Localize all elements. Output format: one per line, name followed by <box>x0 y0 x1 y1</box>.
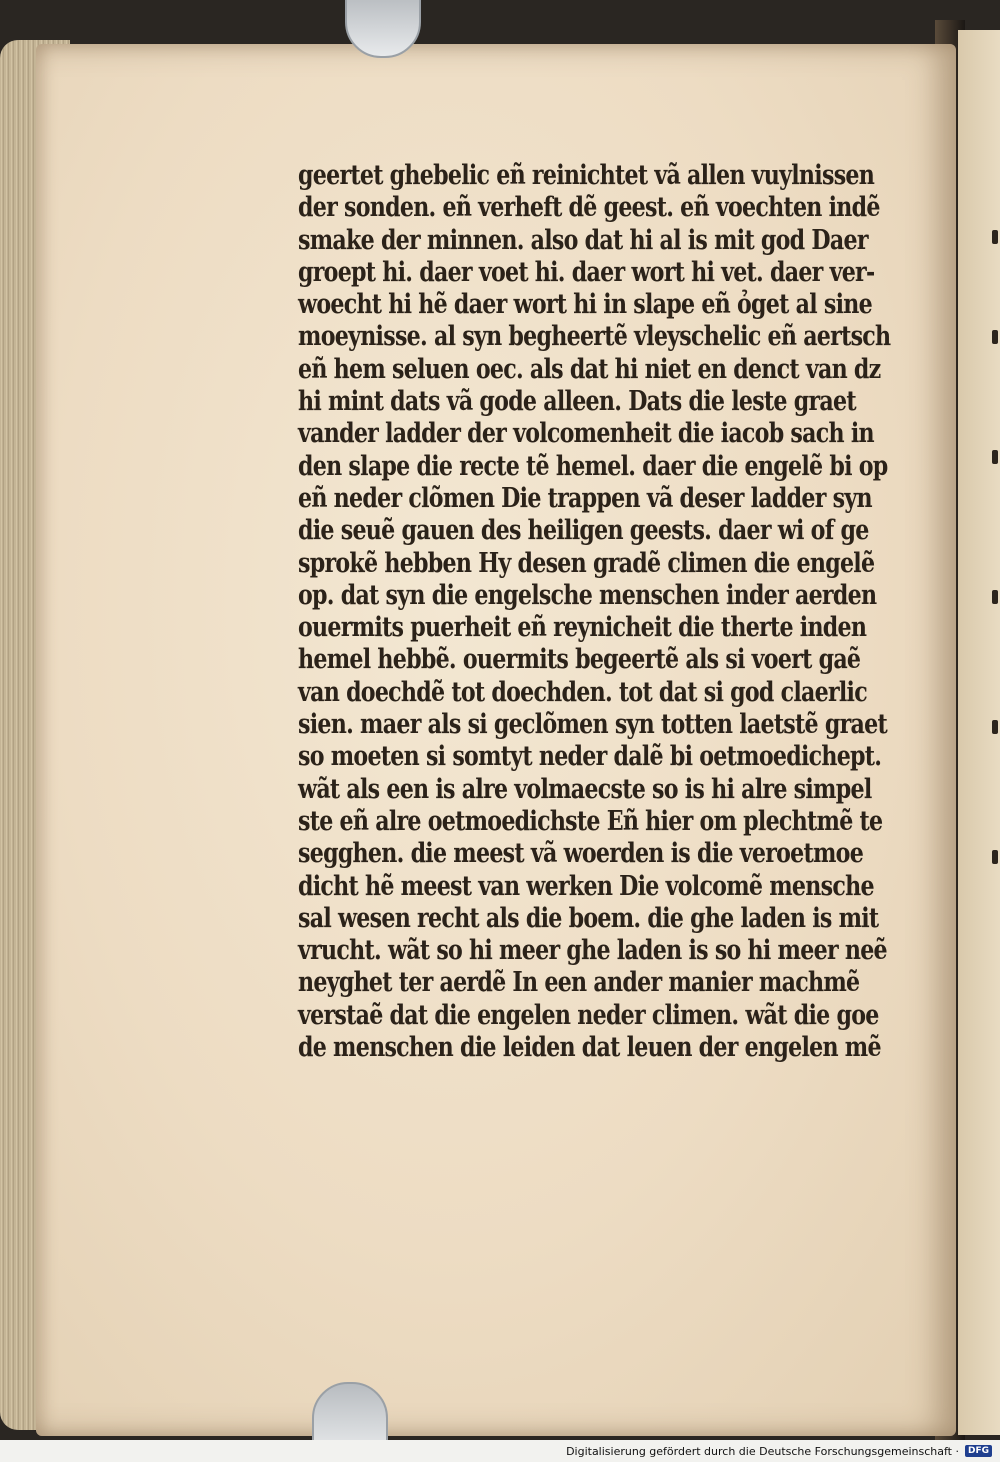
footer-bar <box>0 1440 1000 1462</box>
text-line: sprokẽ hebben Hy desen gradẽ climen die engelẽ <box>298 547 875 579</box>
text-line: verstaẽ dat die engelen neder climen. wãt die goe <box>298 999 879 1031</box>
text-line: wãt als een is alre volmaecste so is hi alre simpel <box>298 773 872 805</box>
text-line: neyghet ter aerdẽ In een ander manier machmẽ <box>298 967 860 999</box>
text-line: op. dat syn die engelsche menschen inder aerden <box>298 579 877 611</box>
text-line: segghen. die meest vã woerden is die veroetmoe <box>298 838 864 870</box>
text-line: den slape die recte tẽ hemel. daer die engelẽ bi op <box>298 450 888 482</box>
text-line: groept hi. daer voet hi. daer wort hi vet. daer ver- <box>298 256 875 288</box>
facing-page-glyph <box>992 450 998 464</box>
dfg-logo: DFG <box>965 1445 992 1457</box>
text-line: ouermits puerheit eñ reynicheit die therte inden <box>298 612 867 644</box>
text-line: vrucht. wãt so hi meer ghe laden is so hi meer neẽ <box>298 935 887 967</box>
text-line: de menschen die leiden dat leuen der engelen mẽ <box>298 1032 881 1064</box>
text-line: moeynisse. al syn begheertẽ vleyschelic eñ aertsch <box>298 321 891 353</box>
text-line: vander ladder der volcomenheit die iacob sach in <box>298 418 874 450</box>
text-line: sien. maer als si geclõmen syn totten laetstẽ graet <box>298 709 887 741</box>
text-line: van doechdẽ tot doechden. tot dat si god claerlic <box>298 676 867 708</box>
facing-page-glyph <box>992 720 998 734</box>
text-line: smake der minnen. also dat hi al is mit god Daer <box>298 224 868 256</box>
facing-page-glyph <box>992 590 998 604</box>
text-block <box>298 160 891 1064</box>
funding-credit: Digitalisierung gefördert durch die Deutsche Forschungsgemeinschaft · <box>566 1444 959 1458</box>
facing-page-glyph <box>992 330 998 344</box>
text-line: woecht hi hẽ daer wort hi in slape eñ ỏget al sine <box>298 289 872 321</box>
text-line: hemel hebbẽ. ouermits begeertẽ als si voert gaẽ <box>298 644 861 676</box>
text-line: sal wesen recht als die boem. die ghe laden is mit <box>298 902 879 934</box>
text-line: der sonden. eñ verheft dẽ geest. eñ voechten indẽ <box>298 192 880 224</box>
text-line: so moeten si somtyt neder dalẽ bi oetmoedichept. <box>298 741 882 773</box>
text-line: eñ neder clõmen Die trappen vã deser ladder syn <box>298 482 872 514</box>
text-line: hi mint dats vã gode alleen. Dats die leste graet <box>298 386 856 418</box>
text-line: die seuẽ gauen des heiligen geests. daer wi of ge <box>298 515 869 547</box>
facing-page-glyph <box>992 850 998 864</box>
text-line: ste eñ alre oetmoedichste Eñ hier om plechtmẽ te <box>298 805 883 837</box>
text-line: eñ hem seluen oec. als dat hi niet en denct van dz <box>298 353 881 385</box>
text-line: geertet ghebelic eñ reinichtet vã allen vuylnissen <box>298 160 875 191</box>
facing-page-edge <box>958 30 1000 1435</box>
text-line: dicht hẽ meest van werken Die volcomẽ mensche <box>298 870 874 902</box>
facing-page-glyph <box>992 230 998 244</box>
